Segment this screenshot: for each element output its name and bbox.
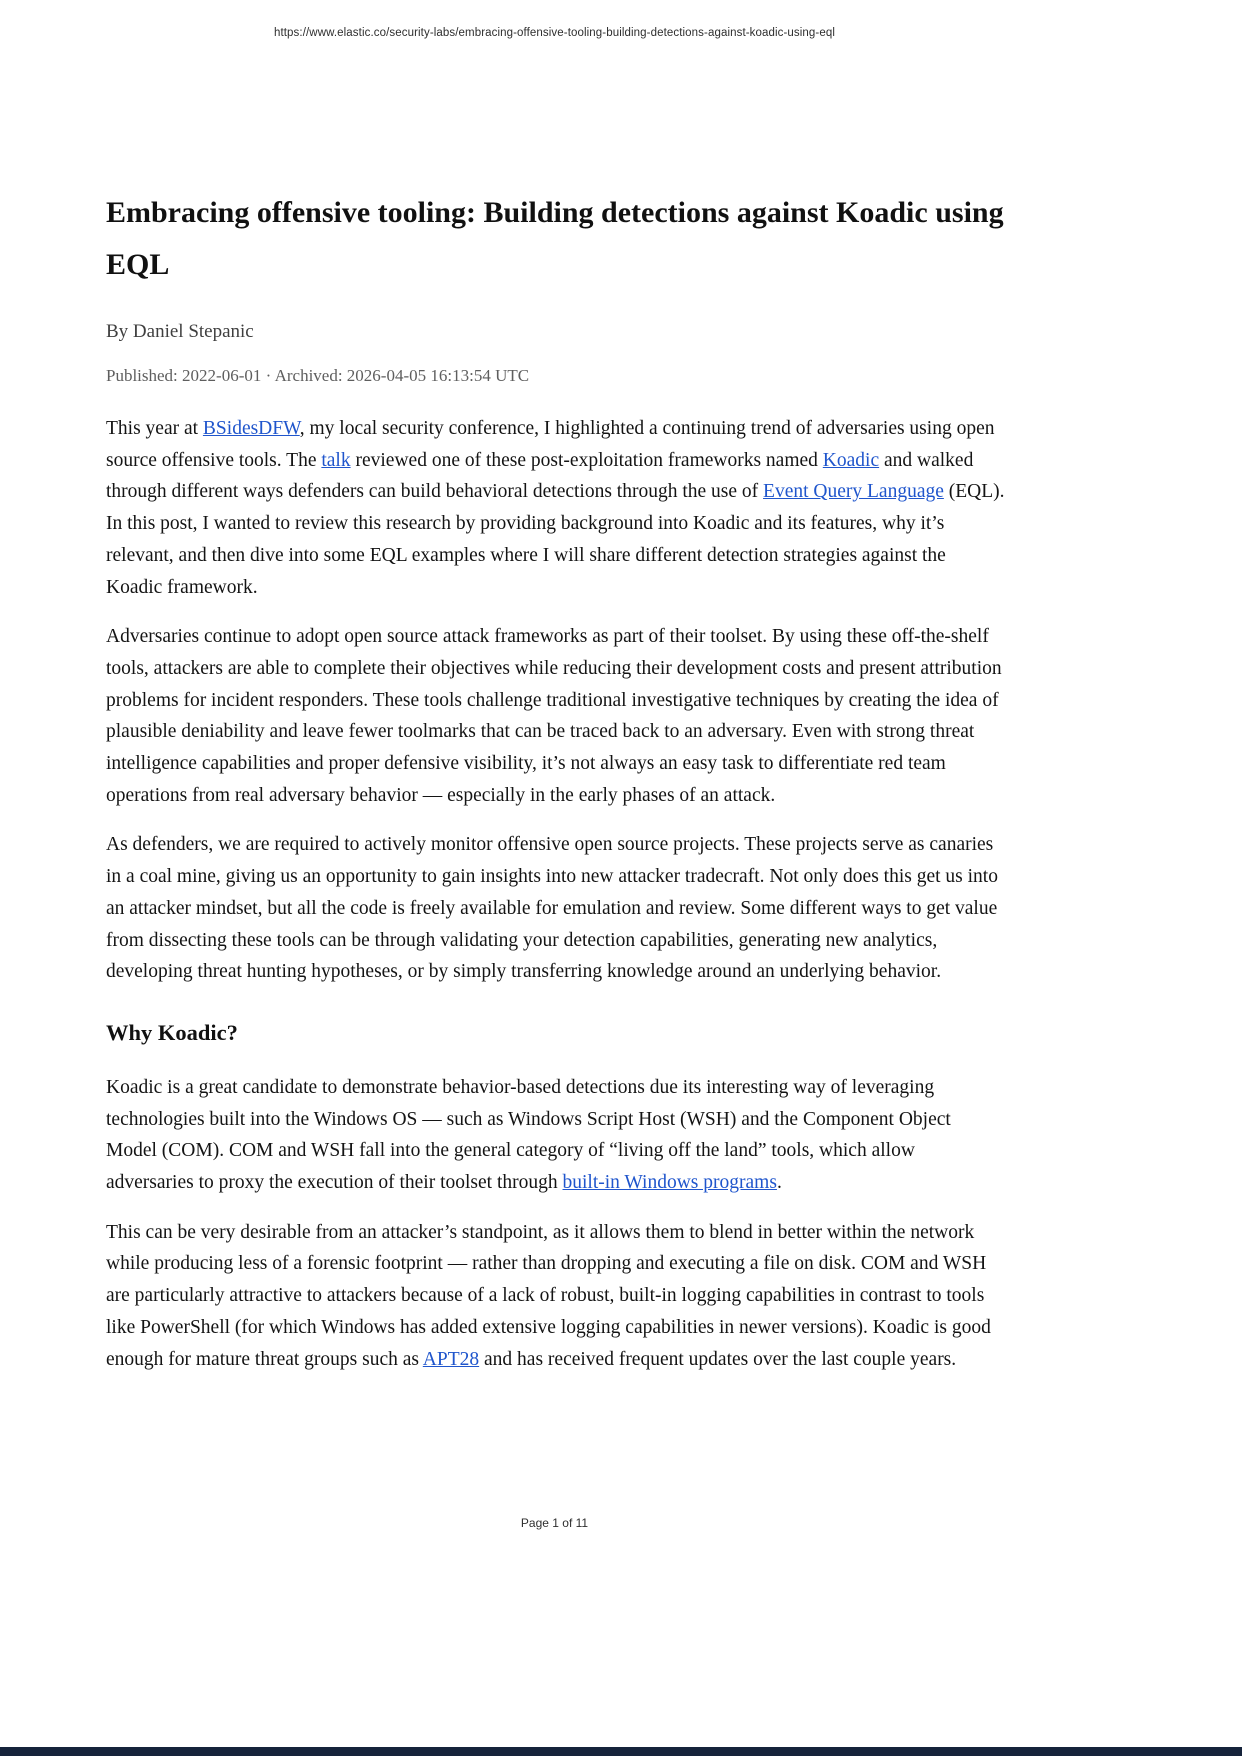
- article-paragraph: Koadic is a great candidate to demonstrate behavior-based detections due its interesting way of leveraging technologies built into the Windows OS — such as Windows Script Host (WSH) and the Component Object Model (COM). COM and WSH fall into the general category of “living off the land” tools, which allow adversaries to proxy the execution of their toolset through built-in Windows programs.: [106, 1076, 951, 1194]
- article-meta-dates: Published: 2022-06-01 · Archived: 2026-04-05 16:13:54 UTC: [106, 366, 530, 385]
- print-header-url: https://www.elastic.co/security-labs/embracing-offensive-tooling-building-detections-against-koadic-using-eql: [273, 27, 836, 39]
- section-heading: Why Koadic?: [106, 1019, 238, 1045]
- article-paragraph: This can be very desirable from an attacker’s standpoint, as it allows them to blend in better within the network while producing less of a forensic footprint — rather than dropping and executing a file on disk. COM and WSH are particularly attractive to attackers because of a lack of robust, built-in logging capabilities in contrast to tools like PowerShell (for which Windows has added extensive logging capabilities in newer versions). Koadic is good enough for mature threat groups such as APT28 and has received frequent updates over the last couple years.: [106, 1221, 991, 1370]
- link-event-query-language[interactable]: Event Query Language: [763, 481, 944, 503]
- next-page-edge-bar: [0, 1747, 1242, 1756]
- article-byline: By Daniel Stepanic: [106, 321, 254, 342]
- page-title: Embracing offensive tooling: Building detections against Koadic using EQL: [106, 196, 1004, 281]
- article-content: [106, 187, 1006, 1375]
- link-apt28[interactable]: APT28: [422, 1348, 480, 1370]
- article-paragraph: As defenders, we are required to actively monitor offensive open source projects. These projects serve as canaries in a coal mine, giving us an opportunity to gain insights into new attacker tradecraft. Not only does this get us into an attacker mindset, but all the code is freely available for emulation and review. Some different ways to get value from dissecting these tools can be through validating your detection capabilities, generating new analytics, developing threat hunting hypotheses, or by simply transferring knowledge around an underlying behavior.: [106, 834, 998, 983]
- link-built-in-windows-programs[interactable]: built-in Windows programs: [562, 1172, 777, 1194]
- article-paragraph: This year at BSidesDFW, my local security conference, I highlighted a continuing trend of adversaries using open source offensive tools. The talk reviewed one of these post-exploitation frameworks named Koadic and walked through different ways defenders can build behavioral detections through the use of Event Query Language (EQL). In this post, I wanted to review this research by providing background into Koadic and its features, why it’s relevant, and then dive into some EQL examples where I will share different detection strategies against the Koadic framework.: [106, 418, 1005, 598]
- link-koadic[interactable]: Koadic: [822, 449, 880, 471]
- link-bsidesdfw[interactable]: BSidesDFW: [202, 418, 300, 439]
- article-paragraph: Adversaries continue to adopt open source attack frameworks as part of their toolset. By using these off-the-shelf tools, attackers are able to complete their objectives while reducing their development costs and present attribution problems for incident responders. These tools challenge traditional investigative techniques by creating the idea of plausible deniability and leave fewer toolmarks that can be traced back to an adversary. Even with strong threat intelligence capabilities and proper defensive visibility, it’s not always an easy task to differentiate red team operations from real adversary behavior — especially in the early phases of an attack.: [106, 626, 1002, 806]
- page-number-footer: Page 1 of 11: [520, 1516, 589, 1530]
- article-body: [106, 413, 1006, 1375]
- link-talk[interactable]: talk: [321, 449, 351, 471]
